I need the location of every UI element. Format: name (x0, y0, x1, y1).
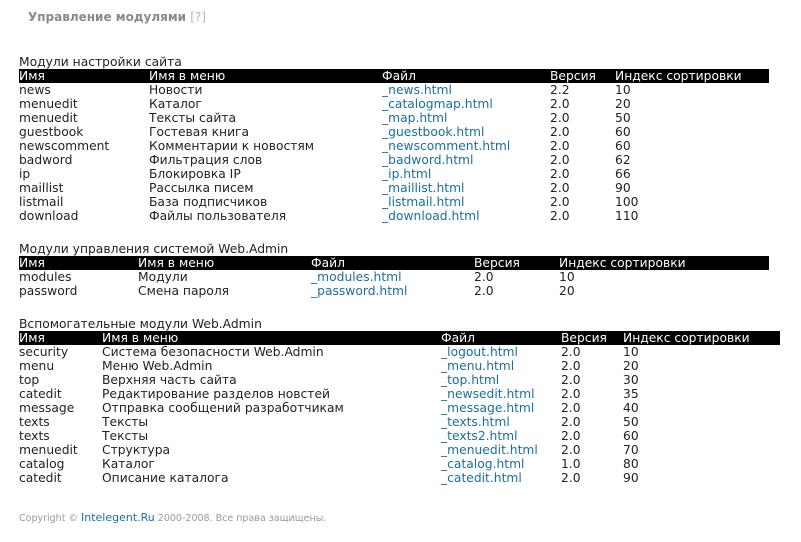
help-link[interactable]: [?] (190, 10, 206, 24)
table-row (19, 153, 769, 167)
file-link[interactable]: _newsedit.html (441, 387, 535, 401)
column-header: Индекс сортировки (615, 69, 769, 83)
file-cell (441, 457, 561, 471)
version-cell: 2.0 (474, 270, 494, 284)
file-cell (382, 167, 550, 181)
sort-index-cell: 30 (623, 373, 639, 387)
sort-index-cell: 90 (623, 471, 639, 485)
file-cell (382, 111, 550, 125)
page-title (28, 10, 206, 24)
file-link[interactable]: _download.html (382, 209, 480, 223)
sort-index-cell: 40 (623, 401, 639, 415)
sort-index-cell: 110 (615, 209, 639, 223)
sort-index-cell: 20 (623, 359, 639, 373)
table-row (19, 181, 769, 195)
column-header: Имя (19, 331, 102, 345)
table-row (19, 270, 769, 284)
sort-index-cell: 50 (615, 111, 631, 125)
column-header: Имя в меню (102, 331, 441, 345)
menu-name-cell: Смена пароля (138, 284, 230, 298)
menu-name-cell: Комментарии к новостям (149, 139, 315, 153)
file-cell (441, 443, 561, 457)
table-row (19, 167, 769, 181)
file-link[interactable]: _texts.html (441, 415, 510, 429)
version-cell: 2.0 (561, 471, 581, 485)
file-cell (382, 139, 550, 153)
menu-name-cell: Рассылка писем (149, 181, 254, 195)
file-link[interactable]: _news.html (382, 83, 452, 97)
column-header: Индекс сортировки (623, 331, 780, 345)
file-cell (382, 181, 550, 195)
menu-name-cell: Система безопасности Web.Admin (102, 345, 324, 359)
sort-index-cell: 10 (615, 83, 631, 97)
footer-prefix: Copyright © (19, 513, 78, 524)
sort-index-cell: 90 (615, 181, 631, 195)
version-cell: 2.0 (474, 284, 494, 298)
table-row (19, 139, 769, 153)
table-row (19, 284, 769, 298)
menu-name-cell: Отправка сообщений разработчикам (102, 401, 344, 415)
footer-suffix: 2000-2008. Все права защищены. (157, 513, 327, 524)
sort-index-cell: 60 (615, 125, 631, 139)
module-name-cell: modules (19, 270, 72, 284)
menu-name-cell: Верхняя часть сайта (102, 373, 237, 387)
table-row (19, 373, 780, 387)
menu-name-cell: База подписчиков (149, 195, 268, 209)
column-header: Индекс сортировки (559, 256, 769, 270)
section-aux-modules (19, 317, 780, 485)
file-cell (382, 209, 550, 223)
file-cell (441, 429, 561, 443)
sort-index-cell: 62 (615, 153, 631, 167)
module-name-cell: menuedit (19, 443, 78, 457)
file-link[interactable]: _newscomment.html (382, 139, 511, 153)
module-name-cell: catalog (19, 457, 65, 471)
menu-name-cell: Каталог (149, 97, 202, 111)
table-row (19, 97, 769, 111)
table-row (19, 345, 780, 359)
module-name-cell: catedit (19, 471, 62, 485)
module-name-cell: badword (19, 153, 73, 167)
file-link[interactable]: _catedit.html (441, 471, 522, 485)
menu-name-cell: Гостевая книга (149, 125, 250, 139)
file-link[interactable]: _texts2.html (441, 429, 518, 443)
file-cell (382, 125, 550, 139)
version-cell: 2.0 (561, 443, 581, 457)
table-row (19, 471, 780, 485)
sort-index-cell: 70 (623, 443, 639, 457)
module-name-cell: top (19, 373, 40, 387)
section-title: Модули управления системой Web.Admin (19, 242, 289, 256)
section-title: Модули настройки сайта (19, 55, 182, 69)
module-name-cell: security (19, 345, 69, 359)
file-link[interactable]: _message.html (441, 401, 535, 415)
column-header: Файл (311, 256, 474, 270)
menu-name-cell: Описание каталога (102, 471, 229, 485)
section-title: Вспомогательные модули Web.Admin (19, 317, 262, 331)
table-row (19, 387, 780, 401)
module-name-cell: download (19, 209, 79, 223)
table-header-row (19, 331, 780, 345)
module-name-cell: catedit (19, 387, 62, 401)
menu-name-cell: Редактирование разделов новстей (102, 387, 330, 401)
footer-company-link[interactable]: Intelegent.Ru (80, 511, 155, 524)
column-header: Файл (441, 331, 561, 345)
version-cell: 2.0 (561, 359, 581, 373)
table-row (19, 195, 769, 209)
file-link[interactable]: _top.html (441, 373, 500, 387)
column-header: Имя в меню (138, 256, 311, 270)
sort-index-cell: 50 (623, 415, 639, 429)
sort-index-cell: 60 (615, 139, 631, 153)
version-cell: 2.0 (550, 111, 570, 125)
table-row (19, 359, 780, 373)
file-link[interactable]: _maillist.html (382, 181, 465, 195)
version-cell: 2.0 (561, 345, 581, 359)
file-link[interactable]: _badword.html (382, 153, 474, 167)
file-link[interactable]: _menu.html (441, 359, 515, 373)
column-header: Файл (382, 69, 550, 83)
sort-index-cell: 66 (615, 167, 631, 181)
column-header: Имя (19, 256, 138, 270)
modules-table (19, 256, 769, 298)
module-name-cell: menuedit (19, 97, 78, 111)
version-cell: 2.0 (561, 415, 581, 429)
file-cell (382, 83, 550, 97)
footer (19, 511, 326, 524)
file-cell (311, 270, 474, 284)
table-row (19, 457, 780, 471)
table-row (19, 111, 769, 125)
column-header: Имя (19, 69, 149, 83)
modules-table (19, 69, 769, 223)
file-cell (382, 153, 550, 167)
menu-name-cell: Тексты сайта (149, 111, 237, 125)
version-cell: 2.0 (561, 373, 581, 387)
sort-index-cell: 10 (559, 270, 575, 284)
version-cell: 2.0 (550, 153, 570, 167)
sort-index-cell: 100 (615, 195, 639, 209)
module-name-cell: news (19, 83, 51, 97)
file-cell (382, 195, 550, 209)
file-link[interactable]: _logout.html (441, 345, 518, 359)
module-name-cell: menu (19, 359, 55, 373)
file-cell (441, 387, 561, 401)
version-cell: 2.0 (550, 209, 570, 223)
file-cell (441, 401, 561, 415)
sort-index-cell: 80 (623, 457, 639, 471)
column-header: Имя в меню (149, 69, 382, 83)
column-header: Версия (474, 256, 559, 270)
file-link[interactable]: _ip.html (382, 167, 432, 181)
table-row (19, 83, 769, 97)
file-cell (441, 415, 561, 429)
module-name-cell: texts (19, 415, 50, 429)
file-cell (441, 373, 561, 387)
file-cell (441, 471, 561, 485)
table-row (19, 415, 780, 429)
version-cell: 1.0 (561, 457, 581, 471)
version-cell: 2.0 (550, 167, 570, 181)
file-link[interactable]: _modules.html (311, 270, 402, 284)
sort-index-cell: 35 (623, 387, 639, 401)
sort-index-cell: 20 (559, 284, 575, 298)
column-header: Версия (561, 331, 623, 345)
module-name-cell: password (19, 284, 78, 298)
table-header-row (19, 256, 769, 270)
file-cell (311, 284, 474, 298)
file-link[interactable]: _listmail.html (382, 195, 465, 209)
file-link[interactable]: _guestbook.html (382, 125, 485, 139)
menu-name-cell: Тексты (102, 429, 149, 443)
file-cell (441, 345, 561, 359)
table-header-row (19, 69, 769, 83)
module-name-cell: message (19, 401, 75, 415)
module-name-cell: texts (19, 429, 50, 443)
table-row (19, 209, 769, 223)
modules-table (19, 331, 780, 485)
file-link[interactable]: _menuedit.html (441, 443, 538, 457)
menu-name-cell: Структура (102, 443, 171, 457)
module-name-cell: ip (19, 167, 31, 181)
file-link[interactable]: _catalogmap.html (382, 97, 493, 111)
menu-name-cell: Файлы пользователя (149, 209, 287, 223)
file-cell (441, 359, 561, 373)
column-header: Версия (550, 69, 615, 83)
sort-index-cell: 60 (623, 429, 639, 443)
section-site-modules (19, 55, 769, 223)
menu-name-cell: Тексты (102, 415, 149, 429)
table-row (19, 125, 769, 139)
version-cell: 2.0 (550, 139, 570, 153)
table-row (19, 429, 780, 443)
table-row (19, 443, 780, 457)
module-name-cell: menuedit (19, 111, 78, 125)
page-title-text: Управление модулями (28, 10, 187, 24)
module-name-cell: guestbook (19, 125, 84, 139)
table-row (19, 401, 780, 415)
sort-index-cell: 10 (623, 345, 639, 359)
module-name-cell: maillist (19, 181, 64, 195)
module-name-cell: newscomment (19, 139, 110, 153)
version-cell: 2.2 (550, 83, 570, 97)
file-cell (382, 97, 550, 111)
version-cell: 2.0 (561, 401, 581, 415)
menu-name-cell: Каталог (102, 457, 155, 471)
section-system-modules (19, 242, 769, 298)
menu-name-cell: Фильтрация слов (149, 153, 263, 167)
version-cell: 2.0 (561, 387, 581, 401)
file-link[interactable]: _password.html (311, 284, 408, 298)
file-link[interactable]: _catalog.html (441, 457, 525, 471)
version-cell: 2.0 (550, 195, 570, 209)
file-link[interactable]: _map.html (382, 111, 448, 125)
version-cell: 2.0 (550, 97, 570, 111)
version-cell: 2.0 (561, 429, 581, 443)
menu-name-cell: Блокировка IP (149, 167, 241, 181)
menu-name-cell: Новости (149, 83, 203, 97)
version-cell: 2.0 (550, 181, 570, 195)
version-cell: 2.0 (550, 125, 570, 139)
menu-name-cell: Модули (138, 270, 188, 284)
module-name-cell: listmail (19, 195, 64, 209)
sort-index-cell: 20 (615, 97, 631, 111)
menu-name-cell: Меню Web.Admin (102, 359, 213, 373)
